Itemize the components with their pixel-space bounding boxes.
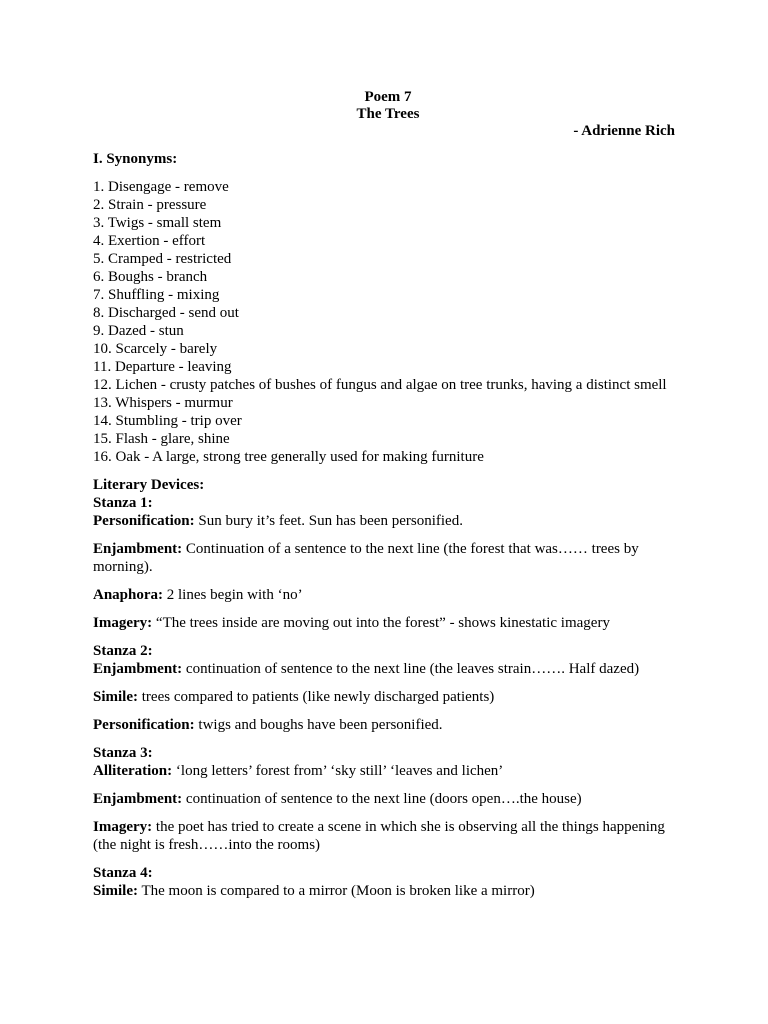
poem-title: The Trees: [356, 106, 420, 122]
device-text: 2 lines begin with ‘no’: [163, 587, 303, 603]
synonym-item: 1. Disengage - remove: [93, 179, 229, 195]
synonym-item: 4. Exertion - effort: [93, 233, 206, 249]
synonym-item: 15. Flash - glare, shine: [93, 431, 230, 447]
stanza-3-heading: Stanza 3:: [93, 745, 153, 761]
synonym-item: 5. Cramped - restricted: [93, 251, 232, 267]
synonym-item: 10. Scarcely - barely: [93, 341, 218, 357]
device-text: twigs and boughs have been personified.: [194, 717, 443, 733]
device-text: continuation of sentence to the next line (doors open….the house): [182, 791, 582, 807]
device-text: “The trees inside are moving out into the forest” - shows kinestatic imagery: [152, 615, 610, 631]
device-text: Sun bury it’s feet. Sun has been personified.: [194, 513, 463, 529]
device-label: Simile:: [93, 689, 138, 705]
synonym-item: 2. Strain - pressure: [93, 197, 207, 213]
stanza-1-heading: Stanza 1:: [93, 495, 153, 511]
synonym-item: 13. Whispers - murmur: [93, 395, 233, 411]
document-page: [93, 88, 683, 900]
device-text: the poet has tried to create a scene in which she is observing all the things happening (the night is fresh……into the rooms): [93, 819, 665, 853]
synonym-item: 9. Dazed - stun: [93, 323, 184, 339]
synonym-item: 6. Boughs - branch: [93, 269, 208, 285]
device-text: The moon is compared to a mirror (Moon is broken like a mirror): [138, 883, 535, 899]
device-text: trees compared to patients (like newly discharged patients): [138, 689, 495, 705]
literary-devices-heading: Literary Devices:: [93, 477, 205, 493]
device-label: Personification:: [93, 513, 195, 529]
device-label: Imagery:: [93, 819, 153, 835]
device-label: Anaphora:: [93, 587, 164, 603]
device-entry: [93, 688, 683, 706]
synonym-item: 14. Stumbling - trip over: [93, 413, 242, 429]
device-entry: [93, 614, 683, 632]
device-text: Continuation of a sentence to the next line (the forest that was…… trees by morning).: [93, 541, 639, 575]
synonym-item: 12. Lichen - crusty patches of bushes of fungus and algae on tree trunks, having a distinct smell: [93, 377, 667, 393]
synonym-item: 7. Shuffling - mixing: [93, 287, 220, 303]
poem-number: Poem 7: [364, 89, 412, 105]
device-text: continuation of sentence to the next line (the leaves strain……. Half dazed): [182, 661, 640, 677]
stanza-4-heading: Stanza 4:: [93, 865, 153, 881]
stanza-2-heading: Stanza 2:: [93, 643, 153, 659]
device-entry: [93, 512, 683, 530]
device-entry: [93, 716, 683, 734]
device-label: Alliteration:: [93, 763, 173, 779]
device-text: ‘long letters’ forest from’ ‘sky still’ ‘leaves and lichen’: [172, 763, 504, 779]
device-entry: [93, 586, 683, 604]
device-label: Enjambment:: [93, 791, 183, 807]
synonyms-heading: I. Synonyms:: [93, 151, 178, 167]
device-entry: [93, 790, 683, 808]
device-entry: [93, 540, 683, 576]
device-entry: [93, 762, 683, 780]
device-label: Enjambment:: [93, 661, 183, 677]
device-label: Personification:: [93, 717, 195, 733]
device-entry: [93, 882, 683, 900]
synonym-item: 3. Twigs - small stem: [93, 215, 222, 231]
synonym-item: 11. Departure - leaving: [93, 359, 232, 375]
synonym-item: 8. Discharged - send out: [93, 305, 239, 321]
poem-author: - Adrienne Rich: [573, 123, 675, 139]
synonym-item: 16. Oak - A large, strong tree generally used for making furniture: [93, 449, 484, 465]
synonyms-list: [93, 178, 683, 466]
device-label: Simile:: [93, 883, 138, 899]
device-label: Enjambment:: [93, 541, 183, 557]
device-entry: [93, 660, 683, 678]
device-label: Imagery:: [93, 615, 153, 631]
device-entry: [93, 818, 683, 854]
